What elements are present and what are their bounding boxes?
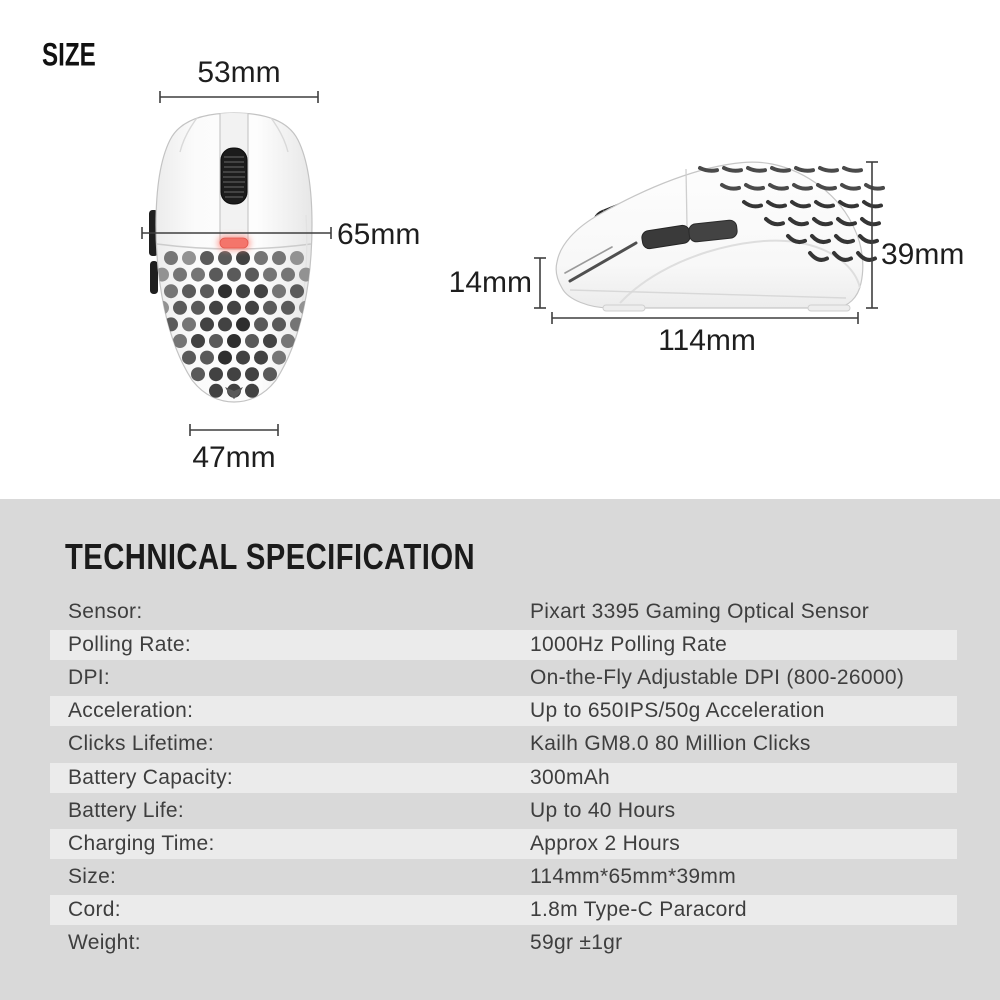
spec-label: Battery Life: xyxy=(68,798,184,822)
spec-table-row xyxy=(50,728,957,761)
spec-value: Kailh GM8.0 80 Million Clicks xyxy=(530,732,811,756)
dim-front-height-label: 14mm xyxy=(448,266,532,299)
spec-table-row xyxy=(50,794,957,827)
dim-top-width-label: 53mm xyxy=(197,56,281,89)
size-section xyxy=(0,0,1000,499)
dim-top-width-line xyxy=(160,91,318,103)
spec-value: 59gr ±1gr xyxy=(530,931,623,955)
spec-label: Clicks Lifetime: xyxy=(68,732,214,756)
size-heading: SIZE xyxy=(42,36,96,73)
spec-label: Size: xyxy=(68,865,117,889)
spec-value: 300mAh xyxy=(530,765,611,789)
spec-value: Up to 650IPS/50g Acceleration xyxy=(530,699,825,723)
spec-label: Battery Capacity: xyxy=(68,765,233,789)
dim-middle-width-label: 65mm xyxy=(337,218,421,251)
dim-bottom-width-line xyxy=(190,424,278,436)
spec-table xyxy=(50,595,957,960)
spec-value: 1.8m Type-C Paracord xyxy=(530,898,747,922)
spec-table-row xyxy=(50,827,957,860)
dim-length-line xyxy=(552,312,858,324)
spec-value: 114mm*65mm*39mm xyxy=(530,865,736,889)
led-strip xyxy=(218,236,250,250)
spec-label: Sensor: xyxy=(68,599,143,623)
spec-label: Polling Rate: xyxy=(68,632,191,656)
dim-length-label: 114mm xyxy=(658,324,756,357)
spec-label: Weight: xyxy=(68,931,141,955)
dim-back-height-label: 39mm xyxy=(881,238,965,271)
spec-table-row xyxy=(50,927,957,960)
scroll-wheel-icon xyxy=(221,148,247,204)
spec-value: Up to 40 Hours xyxy=(530,798,676,822)
spec-table-row xyxy=(50,695,957,728)
spec-value: 1000Hz Polling Rate xyxy=(530,632,728,656)
spec-label: Charging Time: xyxy=(68,831,215,855)
spec-table-row xyxy=(50,628,957,661)
spec-label: DPI: xyxy=(68,665,111,689)
mouse-side-view-figure xyxy=(448,140,965,370)
spec-table-row xyxy=(50,661,957,694)
spec-table-row xyxy=(50,894,957,927)
spec-table-row xyxy=(50,595,957,628)
spec-table-row xyxy=(50,861,957,894)
spec-label: Cord: xyxy=(68,898,121,922)
spec-value: On-the-Fly Adjustable DPI (800-26000) xyxy=(530,665,905,689)
dim-bottom-width-label: 47mm xyxy=(192,441,276,474)
spec-table-row xyxy=(50,761,957,794)
spec-label: Acceleration: xyxy=(68,699,194,723)
spec-value: Approx 2 Hours xyxy=(530,831,681,855)
mouse-top-view-figure xyxy=(100,40,420,480)
dim-front-height-line xyxy=(534,258,546,308)
spec-section xyxy=(0,499,1000,1000)
spec-heading: TECHNICAL SPECIFICATION xyxy=(65,537,476,578)
spec-value: Pixart 3395 Gaming Optical Sensor xyxy=(530,599,870,623)
